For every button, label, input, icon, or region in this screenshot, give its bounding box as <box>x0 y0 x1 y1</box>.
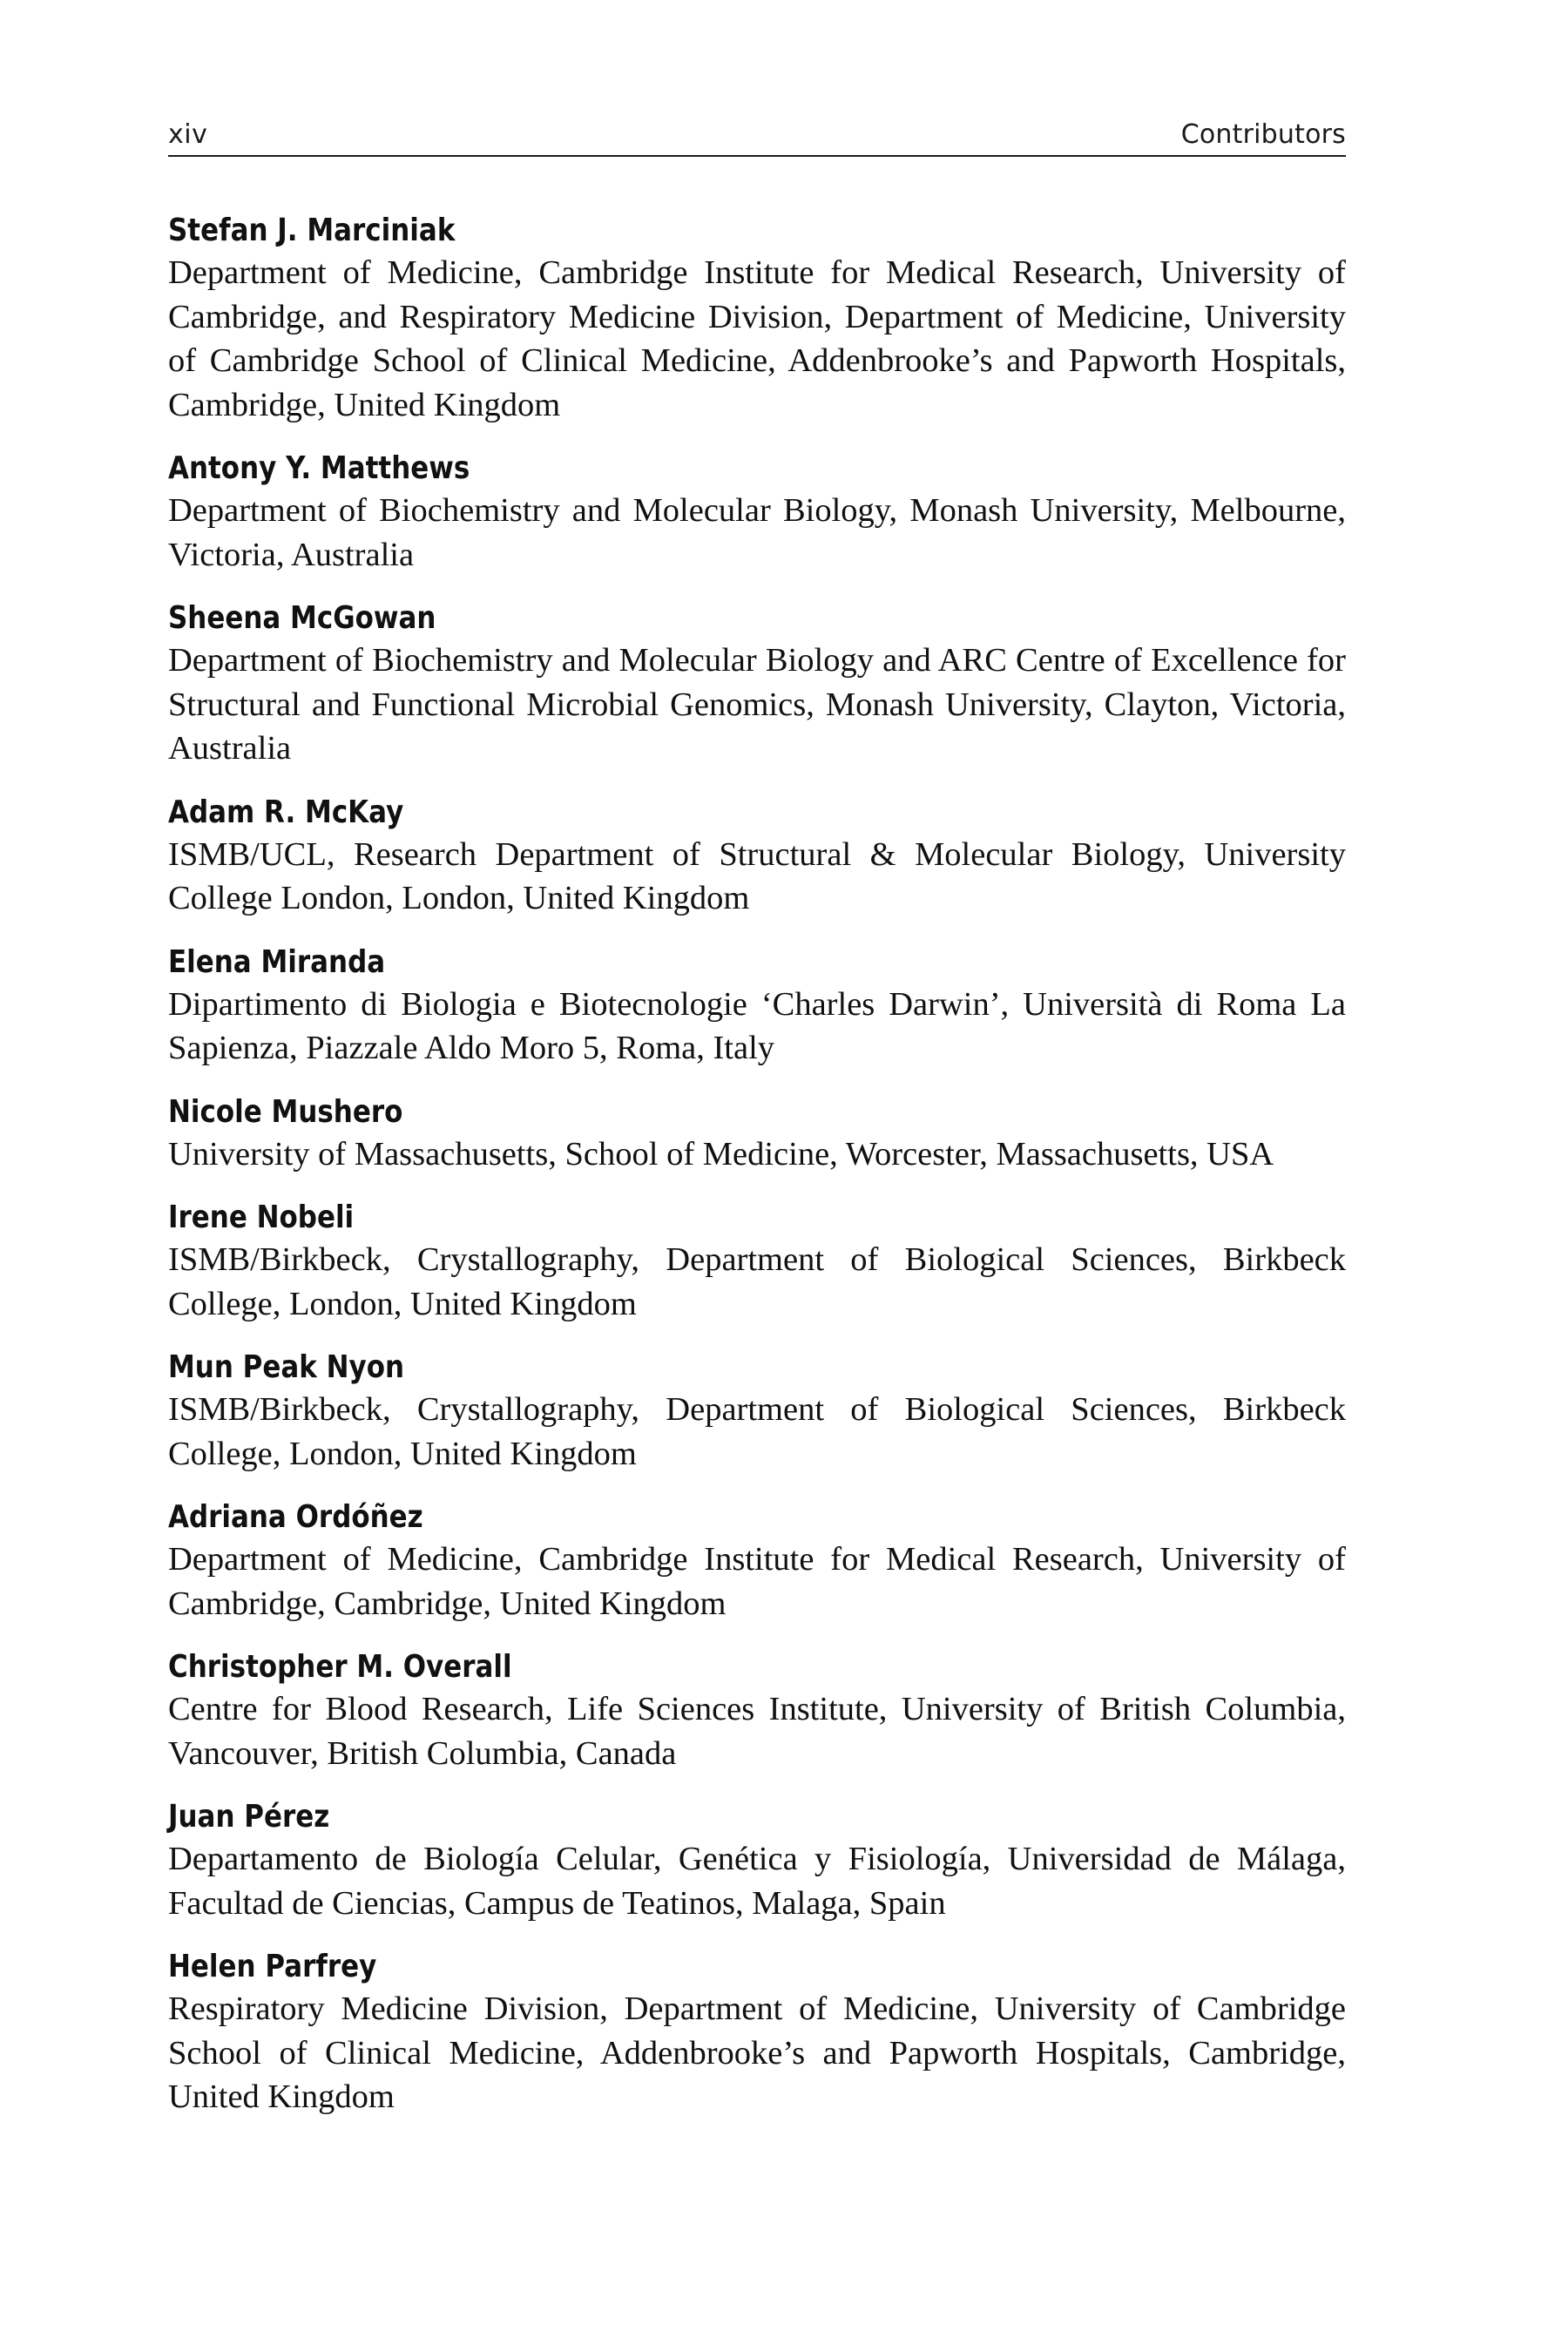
contributor-affiliation: Department of Medicine, Cambridge Institute for Medical Research, University of Cambridge, Cambridge, United Kingdom <box>168 1541 1346 1622</box>
contributor-entry <box>168 1497 1346 1625</box>
contributor-name: Christopher M. Overall <box>168 1649 512 1685</box>
contributor-name: Helen Parfrey <box>168 1949 377 1984</box>
contributor-affiliation: Respiratory Medicine Division, Department of Medicine, University of Cambridge School of Clinical Medicine, Addenbrooke’s and Papworth Hospitals, Cambridge, United Kingdom <box>168 1990 1346 2115</box>
page-number: xiv <box>168 119 208 150</box>
contributors-list <box>168 211 1346 2119</box>
contributor-name: Nicole Mushero <box>168 1093 403 1130</box>
contributor-name: Sheena McGowan <box>168 600 436 636</box>
contributor-affiliation: Department of Biochemistry and Molecular Biology and ARC Centre of Excellence for Structural and Functional Microbial Genomics, Monash University, Clayton, Victoria, Australia <box>168 642 1346 767</box>
contributor-entry <box>168 943 1346 1071</box>
section-title: Contributors <box>1180 119 1346 150</box>
contributor-affiliation: Department of Medicine, Cambridge Institute for Medical Research, University of Cambridge, and Respiratory Medicine Division, Department of Medicine, University of Cambridge School of Clinical Medicine, Addenbrooke’s and Papworth Hospitals, Cambridge, United Kingdom <box>168 254 1346 423</box>
contributor-name: Juan Pérez <box>168 1799 330 1835</box>
contributor-name: Stefan J. Marciniak <box>168 213 456 248</box>
contributor-entry <box>168 1092 1346 1177</box>
contributor-name: Mun Peak Nyon <box>168 1349 405 1385</box>
contributor-affiliation: Department of Biochemistry and Molecular Biology, Monash University, Melbourne, Victoria, Australia <box>168 492 1346 573</box>
contributor-affiliation: ISMB/Birkbeck, Crystallography, Department of Biological Sciences, Birkbeck College, London, United Kingdom <box>168 1241 1346 1322</box>
contributor-name: Irene Nobeli <box>168 1200 355 1235</box>
contributor-name: Adam R. McKay <box>168 794 404 830</box>
contributor-entry <box>168 598 1346 771</box>
book-page <box>168 112 1346 2141</box>
contributor-entry <box>168 1348 1346 1476</box>
contributor-name: Elena Miranda <box>168 943 386 980</box>
contributor-entry <box>168 1647 1346 1775</box>
contributor-entry <box>168 793 1346 921</box>
contributor-affiliation: Departamento de Biología Celular, Genética y Fisiología, Universidad de Málaga, Facultad de Ciencias, Campus de Teatinos, Malaga, Spain <box>168 1841 1346 1922</box>
contributor-entry <box>168 1947 1346 2119</box>
contributor-entry <box>168 449 1346 577</box>
contributor-affiliation: University of Massachusetts, School of Medicine, Worcester, Massachusetts, USA <box>168 1135 1274 1173</box>
contributor-entry <box>168 1797 1346 1925</box>
contributor-affiliation: Centre for Blood Research, Life Sciences Institute, University of British Columbia, Vancouver, British Columbia, Canada <box>168 1691 1346 1772</box>
contributor-affiliation: ISMB/Birkbeck, Crystallography, Department of Biological Sciences, Birkbeck College, London, United Kingdom <box>168 1391 1346 1472</box>
contributor-affiliation: Dipartimento di Biologia e Biotecnologie ‘Charles Darwin’, Università di Roma La Sapienza, Piazzale Aldo Moro 5, Roma, Italy <box>168 985 1346 1066</box>
running-head <box>168 112 1346 157</box>
contributor-entry <box>168 1198 1346 1326</box>
contributor-entry <box>168 211 1346 427</box>
contributor-affiliation: ISMB/UCL, Research Department of Structural & Molecular Biology, University College London, London, United Kingdom <box>168 835 1346 916</box>
contributor-name: Antony Y. Matthews <box>168 450 470 486</box>
contributor-name: Adriana Ordóñez <box>168 1499 423 1535</box>
